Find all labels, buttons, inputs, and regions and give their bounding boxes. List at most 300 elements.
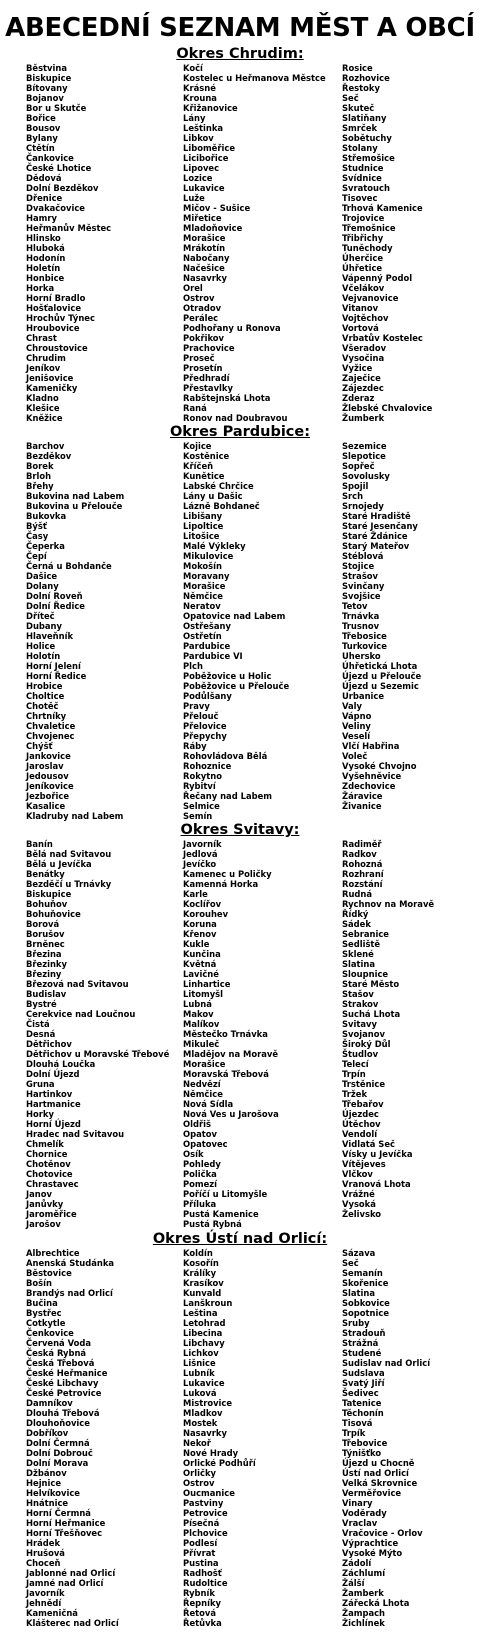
municipality-name: Rozstání (342, 879, 383, 889)
municipality-name: Sudslava (342, 1368, 385, 1378)
municipality-name: Pomezí (183, 1179, 218, 1189)
municipality-name: Orel (183, 283, 203, 293)
municipality-name: Tržek (342, 1089, 368, 1099)
municipality-name: Sloupnice (342, 969, 389, 979)
municipality-name: Sázava (342, 1248, 376, 1258)
municipality-name: Velká Skrovnice (342, 1478, 418, 1488)
municipality-name: Pravy (183, 701, 210, 711)
municipality-name: Žampach (342, 1608, 386, 1618)
district-heading: Okres Svitavy: (180, 822, 300, 838)
municipality-name: Lány (183, 113, 206, 123)
municipality-name: Strakov (342, 999, 379, 1009)
municipality-name: Chvaletice (26, 721, 76, 731)
municipality-name: Hlinsko (26, 233, 61, 243)
municipality-name: Pokřikov (183, 333, 225, 343)
municipality-column (26, 63, 183, 423)
municipality-name: Jezbořice (26, 791, 70, 801)
municipality-name: Otradov (183, 303, 222, 313)
municipality-name: Chotěnov (26, 1159, 71, 1169)
municipality-name: Jevíčko (183, 859, 217, 869)
municipality-name: Chmelík (26, 1139, 64, 1149)
municipality-name: Jaroměřice (26, 1209, 77, 1219)
municipality-name: Dvakačovice (26, 203, 85, 213)
municipality-name: Sovolusky (342, 471, 390, 481)
municipality-name: Vendolí (342, 1129, 378, 1139)
municipality-name: Rudoltice (183, 1578, 228, 1588)
municipality-name: Vračovice - Orlov (342, 1528, 423, 1538)
municipality-name: Polička (183, 1169, 217, 1179)
municipality-name: Kříčeň (183, 461, 214, 471)
municipality-name: Staré Ždánice (342, 531, 408, 541)
municipality-name: Stojice (342, 561, 375, 571)
municipality-name: Žamberk (342, 1588, 384, 1598)
municipality-name: Veliny (342, 721, 371, 731)
municipality-name: Horní Třešňovec (26, 1528, 103, 1538)
municipality-name: Zaječice (342, 373, 381, 383)
municipality-name: Chotovice (26, 1169, 73, 1179)
municipality-name: Mičov - Sušice (183, 203, 251, 213)
municipality-name: Horní Jelení (26, 661, 81, 671)
municipality-name: Brněnec (26, 939, 65, 949)
municipality-name: Písečná (183, 1518, 220, 1528)
municipality-name: Holotín (26, 651, 61, 661)
municipality-columns (0, 63, 480, 423)
municipality-name: Gruna (26, 1079, 55, 1089)
municipality-name: Holice (26, 641, 56, 651)
municipality-column (26, 1248, 183, 1628)
municipality-name: Podůlšany (183, 691, 232, 701)
municipality-name: Načešice (183, 263, 225, 273)
municipality-name: Bělá nad Svitavou (26, 849, 112, 859)
municipality-name: Jamné nad Orlicí (26, 1578, 104, 1588)
municipality-column (183, 1248, 342, 1628)
municipality-name: České Lhotice (26, 163, 92, 173)
municipality-name: Třibřichy (342, 233, 384, 243)
municipality-name: Oucmanice (183, 1488, 235, 1498)
municipality-name: Vápenný Podol (342, 273, 413, 283)
municipality-name: Řečany nad Labem (183, 791, 272, 801)
municipality-name: Úherčice (342, 253, 384, 263)
municipality-name: Jankovice (26, 751, 71, 761)
municipality-name: Zářecká Lhota (342, 1598, 410, 1608)
municipality-name: Kunvald (183, 1288, 222, 1298)
municipality-name: Čenkovice (26, 1328, 74, 1338)
municipality-name: Seč (342, 93, 359, 103)
municipality-name: Smrček (342, 123, 378, 133)
municipality-name: Suchá Lhota (342, 1009, 401, 1019)
municipality-name: Tisová (342, 1418, 373, 1428)
municipality-name: Újezd u Chocně (342, 1458, 415, 1468)
municipality-name: Bělá u Jevíčka (26, 859, 92, 869)
municipality-name: Horní Újezd (26, 1119, 81, 1129)
municipality-name: Ostrov (183, 293, 215, 303)
municipality-name: Úhřetice (342, 263, 383, 273)
municipality-name: Žichlínek (342, 1618, 385, 1628)
municipality-name: Chrastavec (26, 1179, 79, 1189)
municipality-name: Rohozná (342, 859, 383, 869)
municipality-column (342, 63, 480, 423)
municipality-name: Koruna (183, 919, 217, 929)
municipality-name: Újezd u Přelouče (342, 671, 422, 681)
municipality-column (342, 441, 480, 821)
municipality-name: Bohuňovice (26, 909, 81, 919)
municipality-name: Běstovice (26, 1268, 72, 1278)
municipality-name: Turkovice (342, 641, 387, 651)
district-section (0, 1232, 480, 1628)
municipality-name: Brloh (26, 471, 52, 481)
municipality-name: Chrast (26, 333, 57, 343)
municipality-name: Rabštejnská Lhota (183, 393, 271, 403)
municipality-name: Orlické Podhůří (183, 1458, 256, 1468)
municipality-name: Ctětín (26, 143, 55, 153)
municipality-name: Široký Důl (342, 1039, 391, 1049)
municipality-name: Makov (183, 1009, 214, 1019)
municipality-name: Býšť (26, 521, 47, 531)
municipality-columns (0, 839, 480, 1229)
municipality-name: Lubná (183, 999, 212, 1009)
municipality-name: Sudislav nad Orlicí (342, 1358, 431, 1368)
municipality-name: Sopotnice (342, 1308, 390, 1318)
municipality-name: Litošice (183, 531, 220, 541)
municipality-name: Skořenice (342, 1278, 389, 1288)
municipality-name: Slatina (342, 1288, 376, 1298)
municipality-name: Rudná (342, 889, 373, 899)
municipality-name: Semanín (342, 1268, 383, 1278)
municipality-name: Rybník (183, 1588, 215, 1598)
municipality-name: Biskupice (26, 73, 72, 83)
municipality-name: Sedliště (342, 939, 381, 949)
municipality-name: Hošťalovice (26, 303, 82, 313)
municipality-name: Jeníkovice (26, 781, 74, 791)
municipality-name: Horní Ředice (26, 671, 87, 681)
municipality-name: Ostrov (183, 1478, 215, 1488)
municipality-name: Dlouhoňovice (26, 1418, 90, 1428)
municipality-column (183, 441, 342, 821)
municipality-name: Petrovice (183, 1508, 228, 1518)
municipality-name: Staré Hradiště (342, 511, 411, 521)
municipality-name: Sklené (342, 949, 374, 959)
district-section (0, 47, 480, 423)
municipality-name: Útěchov (342, 1119, 381, 1129)
municipality-name: Koclířov (183, 899, 222, 909)
municipality-name: Prachovice (183, 343, 235, 353)
municipality-name: Bukovina u Přelouče (26, 501, 123, 511)
municipality-name: Morašice (183, 1059, 226, 1069)
municipality-name: Třebosice (342, 631, 387, 641)
municipality-name: Vidlatá Seč (342, 1139, 395, 1149)
municipality-name: Lázně Bohdaneč (183, 501, 260, 511)
municipality-name: Banín (26, 839, 53, 849)
district-sections (0, 47, 480, 1628)
municipality-name: Nová Sídla (183, 1099, 234, 1109)
municipality-name: Řídký (342, 909, 369, 919)
municipality-name: Hlaveňník (26, 631, 74, 641)
municipality-name: Bor u Skutče (26, 103, 87, 113)
municipality-name: Libecina (183, 1328, 223, 1338)
municipality-name: Slatiňany (342, 113, 387, 123)
municipality-name: Střemošice (342, 153, 395, 163)
district-heading: Okres Pardubice: (169, 424, 311, 440)
municipality-name: Barchov (26, 441, 65, 451)
municipality-name: Nasavrky (183, 273, 227, 283)
municipality-name: České Petrovice (26, 1388, 102, 1398)
municipality-name: Křenov (183, 929, 217, 939)
municipality-name: Vyšehněvice (342, 771, 402, 781)
municipality-name: Kladruby nad Labem (26, 811, 124, 821)
municipality-name: Letohrad (183, 1318, 226, 1328)
municipality-name: Litomyšl (183, 989, 224, 999)
municipality-name: Všeradov (342, 343, 387, 353)
municipality-name: Ráby (183, 741, 207, 751)
municipality-name: Stašov (342, 989, 374, 999)
municipality-name: Verměřovice (342, 1488, 402, 1498)
municipality-name: Rozhraní (342, 869, 384, 879)
district-section (0, 823, 480, 1229)
municipality-name: Stéblová (342, 551, 384, 561)
municipality-name: Starý Mateřov (342, 541, 410, 551)
municipality-name: Trstěnice (342, 1079, 386, 1089)
municipality-name: Lanškroun (183, 1298, 233, 1308)
district-section (0, 425, 480, 821)
municipality-name: Helvíkovice (26, 1488, 80, 1498)
municipality-name: Bítovany (26, 83, 68, 93)
municipality-name: Mrákotín (183, 243, 226, 253)
municipality-name: Zdechovice (342, 781, 396, 791)
municipality-name: Svinčany (342, 581, 385, 591)
municipality-name: Trhová Kamenice (342, 203, 423, 213)
municipality-name: Telecí (342, 1059, 369, 1069)
municipality-name: Hartinkov (26, 1089, 73, 1099)
municipality-name: Horní Čermná (26, 1508, 91, 1518)
municipality-name: Pohledy (183, 1159, 221, 1169)
municipality-name: Klášterec nad Orlicí (26, 1618, 119, 1628)
municipality-name: Tisovec (342, 193, 378, 203)
municipality-name: Radiměř (342, 839, 382, 849)
municipality-name: Jedlová (183, 849, 218, 859)
municipality-name: Brandýs nad Orlicí (26, 1288, 113, 1298)
municipality-name: Česká Rybná (26, 1348, 87, 1358)
municipality-name: Morašice (183, 581, 226, 591)
municipality-name: Kamenec u Poličky (183, 869, 272, 879)
municipality-name: Morašice (183, 233, 226, 243)
municipality-name: Slatina (342, 959, 376, 969)
municipality-name: Bystré (26, 999, 57, 1009)
municipality-name: Vraclav (342, 1518, 378, 1528)
municipality-name: Semín (183, 811, 213, 821)
municipality-name: Labské Chrčice (183, 481, 254, 491)
municipality-name: Študlov (342, 1049, 379, 1059)
municipality-name: Čeperka (26, 541, 65, 551)
municipality-name: Kostelec u Heřmanova Městce (183, 73, 326, 83)
municipality-name: Sobětuchy (342, 133, 392, 143)
municipality-name: Svojšice (342, 591, 381, 601)
municipality-name: Malíkov (183, 1019, 220, 1029)
municipality-name: Žáravice (342, 791, 383, 801)
municipality-name: Lozice (183, 173, 213, 183)
municipality-name: Úhřetická Lhota (342, 661, 418, 671)
municipality-name: Korouhev (183, 909, 229, 919)
municipality-name: Dolní Ředice (26, 601, 85, 611)
municipality-name: Skuteč (342, 103, 375, 113)
municipality-name: Moravany (183, 571, 230, 581)
municipality-name: Dětřichov (26, 1039, 72, 1049)
municipality-name: Bořice (26, 113, 56, 123)
municipality-name: Libkov (183, 133, 214, 143)
municipality-name: Neratov (183, 601, 221, 611)
municipality-name: Jaroslav (26, 761, 64, 771)
municipality-name: Ostřešany (183, 621, 231, 631)
municipality-name: Čepí (26, 551, 47, 561)
municipality-name: Budislav (26, 989, 67, 999)
municipality-name: Kunětice (183, 471, 225, 481)
municipality-name: Česká Třebová (26, 1358, 95, 1368)
municipality-name: Linhartice (183, 979, 231, 989)
municipality-name: Lubník (183, 1368, 215, 1378)
municipality-name: Vyžice (342, 363, 373, 373)
municipality-name: Kojice (183, 441, 212, 451)
municipality-name: Heřmanův Městec (26, 223, 112, 233)
municipality-name: Včelákov (342, 283, 385, 293)
municipality-name: Sebranice (342, 929, 389, 939)
municipality-name: Třebařov (342, 1099, 384, 1109)
municipality-name: Lišnice (183, 1358, 216, 1368)
municipality-name: Uhersko (342, 651, 381, 661)
municipality-name: Liboměřice (183, 143, 236, 153)
municipality-name: Březová nad Svitavou (26, 979, 129, 989)
municipality-name: Vrbatův Kostelec (342, 333, 423, 343)
municipality-name: Janov (26, 1189, 52, 1199)
municipality-name: Králíky (183, 1268, 217, 1278)
municipality-name: Bukovina nad Labem (26, 491, 125, 501)
municipality-name: Pustina (183, 1558, 219, 1568)
municipality-name: Březiny (26, 969, 62, 979)
page-title: ABECEDNÍ SEZNAM MĚST A OBCÍ (5, 13, 475, 43)
municipality-name: Svratouch (342, 183, 390, 193)
municipality-name: Svídnice (342, 173, 382, 183)
municipality-name: Svatý Jiří (342, 1378, 385, 1388)
district-heading: Okres Ústí nad Orlicí: (152, 1231, 328, 1247)
municipality-name: Kněžice (26, 413, 63, 423)
municipality-name: Nabočany (183, 253, 230, 263)
municipality-name: Řetová (183, 1608, 216, 1618)
municipality-columns (0, 441, 480, 821)
municipality-name: Třemošnice (342, 223, 396, 233)
municipality-name: Pustá Rybná (183, 1219, 242, 1229)
municipality-name: Vítějeves (342, 1159, 386, 1169)
municipality-name: Vysoké Mýto (342, 1548, 403, 1558)
municipality-name: Běstvina (26, 63, 67, 73)
municipality-name: Sádek (342, 919, 371, 929)
municipality-name: Dubany (26, 621, 62, 631)
municipality-name: Studnice (342, 163, 384, 173)
municipality-name: Borová (26, 919, 60, 929)
municipality-name: Čistá (26, 1019, 50, 1029)
municipality-name: Stradouň (342, 1328, 386, 1338)
municipality-name: Krouna (183, 93, 217, 103)
municipality-name: Trnávka (342, 611, 380, 621)
municipality-name: Leštinka (183, 123, 224, 133)
municipality-name: Podhořany u Ronova (183, 323, 281, 333)
municipality-name: Pastviny (183, 1498, 224, 1508)
municipality-name: Rybitví (183, 781, 216, 791)
municipality-name: Lipovec (183, 163, 220, 173)
municipality-name: Hartmanice (26, 1099, 81, 1109)
municipality-name: Vísky u Jevíčka (342, 1149, 413, 1159)
municipality-name: Ronov nad Doubravou (183, 413, 288, 423)
municipality-name: Benátky (26, 869, 65, 879)
municipality-name: Poříčí u Litomyšle (183, 1189, 268, 1199)
municipality-name: Prosetín (183, 363, 223, 373)
municipality-column (342, 1248, 480, 1628)
municipality-name: Mikulovice (183, 551, 234, 561)
municipality-name: Oldřiš (183, 1119, 211, 1129)
municipality-name: Těchonín (342, 1408, 384, 1418)
municipality-name: Svojanov (342, 1029, 385, 1039)
municipality-name: Staré Jesenčany (342, 521, 418, 531)
municipality-name: Němčice (183, 1089, 223, 1099)
municipality-name: Krasíkov (183, 1278, 224, 1288)
municipality-name: Březina (26, 949, 62, 959)
municipality-name: Přívrat (183, 1548, 216, 1558)
municipality-name: Kosořín (183, 1258, 219, 1268)
municipality-name: Žumberk (342, 413, 385, 423)
municipality-name: Mistrovice (183, 1398, 233, 1408)
municipality-name: Zderaz (342, 393, 375, 403)
municipality-name: Libišany (183, 511, 223, 521)
municipality-name: Plch (183, 661, 203, 671)
municipality-name: Radhošť (183, 1568, 222, 1578)
district-heading: Okres Chrudim: (176, 46, 304, 62)
municipality-name: Dobříkov (26, 1428, 69, 1438)
municipality-name: Mladkov (183, 1408, 223, 1418)
municipality-name: Jarošov (26, 1219, 61, 1229)
municipality-name: Mladoňovice (183, 223, 243, 233)
municipality-name: Vysočina (342, 353, 385, 363)
municipality-name: Opatovec (183, 1139, 228, 1149)
municipality-name: Dlouhá Třebová (26, 1408, 100, 1418)
municipality-name: Bystřec (26, 1308, 62, 1318)
municipality-name: Holetín (26, 263, 61, 273)
municipality-name: Hrádek (26, 1538, 61, 1548)
municipality-name: Sopřeč (342, 461, 375, 471)
municipality-name: Desná (26, 1029, 56, 1039)
municipality-name: Hodonín (26, 253, 66, 263)
municipality-name: Horní Bradlo (26, 293, 86, 303)
municipality-name: Kostěnice (183, 451, 230, 461)
municipality-name: Biskupice (26, 889, 72, 899)
municipality-name: Jeníkov (26, 363, 61, 373)
municipality-name: Předhradí (183, 373, 230, 383)
municipality-name: Dolní Dobrouč (26, 1448, 93, 1458)
municipality-name: Vysoká (342, 1199, 376, 1209)
municipality-name: Dříteč (26, 611, 55, 621)
municipality-name: Kukle (183, 939, 210, 949)
municipality-column (183, 63, 342, 423)
municipality-name: Vrážné (342, 1189, 375, 1199)
municipality-name: Voleč (342, 751, 368, 761)
municipality-name: Stolany (342, 143, 378, 153)
municipality-name: Šedivec (342, 1388, 379, 1398)
municipality-name: Chroustovice (26, 343, 88, 353)
municipality-name: Anenská Studánka (26, 1258, 115, 1268)
municipality-name: Borušov (26, 929, 65, 939)
municipality-name: Poběžovice u Holic (183, 671, 272, 681)
municipality-name: Sruby (342, 1318, 370, 1328)
municipality-name: Nová Ves u Jarošova (183, 1109, 279, 1119)
municipality-name: Strážná (342, 1338, 379, 1348)
municipality-name: Nové Hrady (183, 1448, 239, 1458)
municipality-name: Dřenice (26, 193, 63, 203)
